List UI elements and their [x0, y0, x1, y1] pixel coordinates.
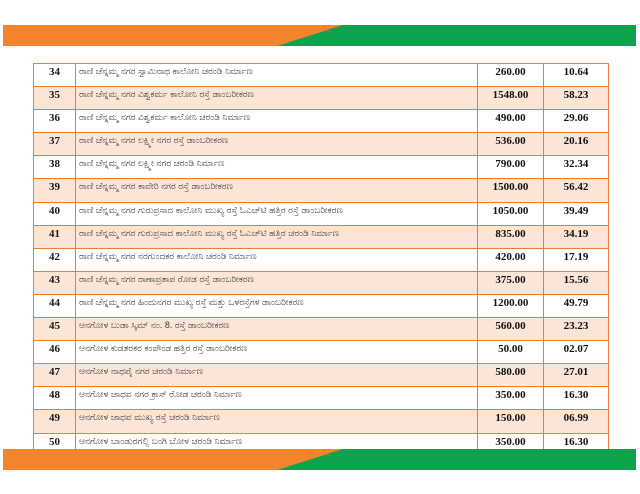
amount1-cell: 350.00: [478, 433, 544, 456]
row-number-cell: 40: [34, 202, 76, 225]
green-stripe-icon: [3, 449, 636, 470]
row-number-cell: 39: [34, 179, 76, 202]
amount2-cell: 56.42: [544, 179, 609, 202]
amount2-cell: 27.01: [544, 364, 609, 387]
table-row: [34, 225, 609, 248]
row-number-cell: 47: [34, 364, 76, 387]
amount2-cell: 23.23: [544, 318, 609, 341]
amount2-cell: 39.49: [544, 202, 609, 225]
row-number-cell: 41: [34, 225, 76, 248]
works-table: [33, 63, 609, 457]
amount2-cell: 15.56: [544, 271, 609, 294]
amount2-cell: 16.30: [544, 387, 609, 410]
row-number-cell: 38: [34, 156, 76, 179]
work-description-cell: ಆನಗೋಳ ಬಾಂಡುರಗಲ್ಲಿ ಬಂಗಿ ಬೋಳ ಚರಂಡಿ ನಿರ್ಮಾಣ: [76, 433, 478, 456]
table-row: [34, 410, 609, 433]
row-number-cell: 45: [34, 318, 76, 341]
amount2-cell: 02.07: [544, 341, 609, 364]
table-row: [34, 87, 609, 110]
amount1-cell: 420.00: [478, 248, 544, 271]
amount1-cell: 1548.00: [478, 87, 544, 110]
row-number-cell: 42: [34, 248, 76, 271]
amount1-cell: 375.00: [478, 271, 544, 294]
table-row: [34, 364, 609, 387]
tricolor-band-top: [3, 25, 636, 46]
amount1-cell: 835.00: [478, 225, 544, 248]
work-description-cell: ರಾಣಿ ಚೆನ್ನಮ್ಮ ನಗರ ಲಕ್ಷ್ಮೀ ನಗರ ಚರಂಡಿ ನಿರ್ಮಾಣ: [76, 156, 478, 179]
amount1-cell: 1200.00: [478, 294, 544, 317]
row-number-cell: 49: [34, 410, 76, 433]
amount2-cell: 10.64: [544, 64, 609, 87]
work-description-cell: ರಾಣಿ ಚೆನ್ನಮ್ಮ ನಗರ ಲಕ್ಷ್ಮೀ ನಗರ ರಸ್ತೆ ಡಾಂಬರೀಕರಣ: [76, 133, 478, 156]
row-number-cell: 48: [34, 387, 76, 410]
row-number-cell: 50: [34, 433, 76, 456]
table-row: [34, 271, 609, 294]
row-number-cell: 36: [34, 110, 76, 133]
amount1-cell: 790.00: [478, 156, 544, 179]
row-number-cell: 35: [34, 87, 76, 110]
work-description-cell: ಆನಗೋಳ ನಾಥಪೈ ನಗರ ಚರಂಡಿ ನಿರ್ಮಾಣ: [76, 364, 478, 387]
table-row: [34, 179, 609, 202]
amount1-cell: 350.00: [478, 387, 544, 410]
work-description-cell: ಆನಗೋಳ ಕುಡತರಕರ ಕಂಪೌಂಡ ಹತ್ತಿರ ರಸ್ತೆ ಡಾಂಬರೀಕರಣ: [76, 341, 478, 364]
table-row: [34, 64, 609, 87]
table-row: [34, 248, 609, 271]
amount1-cell: 1050.00: [478, 202, 544, 225]
work-description-cell: ರಾಣಿ ಚೆನ್ನಮ್ಮ ನಗರ ಕಾವೇರಿ ನಗರ ರಸ್ತೆ ಡಾಂಬರೀಕರಣ: [76, 179, 478, 202]
amount2-cell: 20.16: [544, 133, 609, 156]
work-description-cell: ರಾಣಿ ಚೆನ್ನಮ್ಮ ನಗರ ಸ್ವಾಮಿನಾಥ ಕಾಲೋನಿ ಚರಂಡಿ ನಿರ್ಮಾಣ: [76, 64, 478, 87]
work-description-cell: ರಾಣಿ ಚೆನ್ನಮ್ಮ ನಗರ ವಿಶ್ವಕರ್ಮ ಕಾಲೋನಿ ರಸ್ತೆ ಡಾಂಬರೀಕರಣ: [76, 87, 478, 110]
row-number-cell: 37: [34, 133, 76, 156]
work-description-cell: ಆನಗೋಳ ಜಾಧವ ಮುಖ್ಯ ರಸ್ತೆ ಚರಂಡಿ ನಿರ್ಮಾಣ: [76, 410, 478, 433]
work-description-cell: ರಾಣಿ ಚೆನ್ನಮ್ಮ ನಗರ ವಿಶ್ವಕರ್ಮ ಕಾಲೋನಿ ಚರಂಡಿ ನಿರ್ಮಾಣ: [76, 110, 478, 133]
work-description-cell: ರಾಣಿ ಚೆನ್ನಮ್ಮ ನಗರ ಗುರುಪ್ರಸಾದ ಕಾಲೋನಿ ಮುಖ್ಯ ರಸ್ತೆ ಓಎಚ್‌ಟಿ ಹತ್ತಿರ ರಸ್ತೆ ಡಾಂಬರೀಕರಣ: [76, 202, 478, 225]
work-description-cell: ರಾಣಿ ಚೆನ್ನಮ್ಮ ನಗರ ಗುರುಪ್ರಸಾದ ಕಾಲೋನಿ ಮುಖ್ಯ ರಸ್ತೆ ಓಎಚ್‌ಟಿ ಹತ್ತಿರ ಚರಂಡಿ ನಿರ್ಮಾಣ: [76, 225, 478, 248]
table-row: [34, 202, 609, 225]
amount2-cell: 17.19: [544, 248, 609, 271]
work-description-cell: ಆನಗೋಳ ಬುಡಾ ಸ್ಕಿಮ್ ನಂ. 8. ರಸ್ತೆ ಡಾಂಬರೀಕರಣ: [76, 318, 478, 341]
tricolor-band-bottom: [3, 449, 636, 470]
green-stripe-icon: [3, 25, 636, 46]
table-row: [34, 133, 609, 156]
amount2-cell: 58.23: [544, 87, 609, 110]
row-number-cell: 34: [34, 64, 76, 87]
amount1-cell: 50.00: [478, 341, 544, 364]
amount1-cell: 560.00: [478, 318, 544, 341]
amount2-cell: 29.06: [544, 110, 609, 133]
amount2-cell: 34.19: [544, 225, 609, 248]
amount1-cell: 260.00: [478, 64, 544, 87]
work-description-cell: ರಾಣಿ ಚೆನ್ನಮ್ಮ ನಗರ ರಾಣಾಪ್ರತಾಪ ರೋಡ ರಸ್ತೆ ಡಾಂಬರೀಕರಣ: [76, 271, 478, 294]
amount2-cell: 16.30: [544, 433, 609, 456]
works-table-container: [33, 63, 608, 457]
table-row: [34, 318, 609, 341]
work-description-cell: ರಾಣಿ ಚೆನ್ನಮ್ಮ ನಗರ ಹಿಂದುನಗರ ಮುಖ್ಯ ರಸ್ತೆ ಮತ್ತು ಒಳರಸ್ತೆಗಳ ಡಾಂಬರೀಕರಣ: [76, 294, 478, 317]
amount2-cell: 06.99: [544, 410, 609, 433]
row-number-cell: 46: [34, 341, 76, 364]
work-description-cell: ರಾಣಿ ಚೆನ್ನಮ್ಮ ನಗರ ನರಗುಂದಕರ ಕಾಲೋನಿ ಚರಂಡಿ ನಿರ್ಮಾಣ: [76, 248, 478, 271]
table-row: [34, 387, 609, 410]
amount1-cell: 1500.00: [478, 179, 544, 202]
amount1-cell: 150.00: [478, 410, 544, 433]
row-number-cell: 44: [34, 294, 76, 317]
amount1-cell: 580.00: [478, 364, 544, 387]
amount2-cell: 49.79: [544, 294, 609, 317]
table-row: [34, 294, 609, 317]
table-row: [34, 156, 609, 179]
row-number-cell: 43: [34, 271, 76, 294]
amount1-cell: 490.00: [478, 110, 544, 133]
table-row: [34, 341, 609, 364]
table-row: [34, 110, 609, 133]
amount1-cell: 536.00: [478, 133, 544, 156]
amount2-cell: 32.34: [544, 156, 609, 179]
work-description-cell: ಆನಗೋಳ ಜಾಧವ ನಗರ ಕ್ರಾಸ್ ರೋಡ ಚರಂಡಿ ನಿರ್ಮಾಣ: [76, 387, 478, 410]
